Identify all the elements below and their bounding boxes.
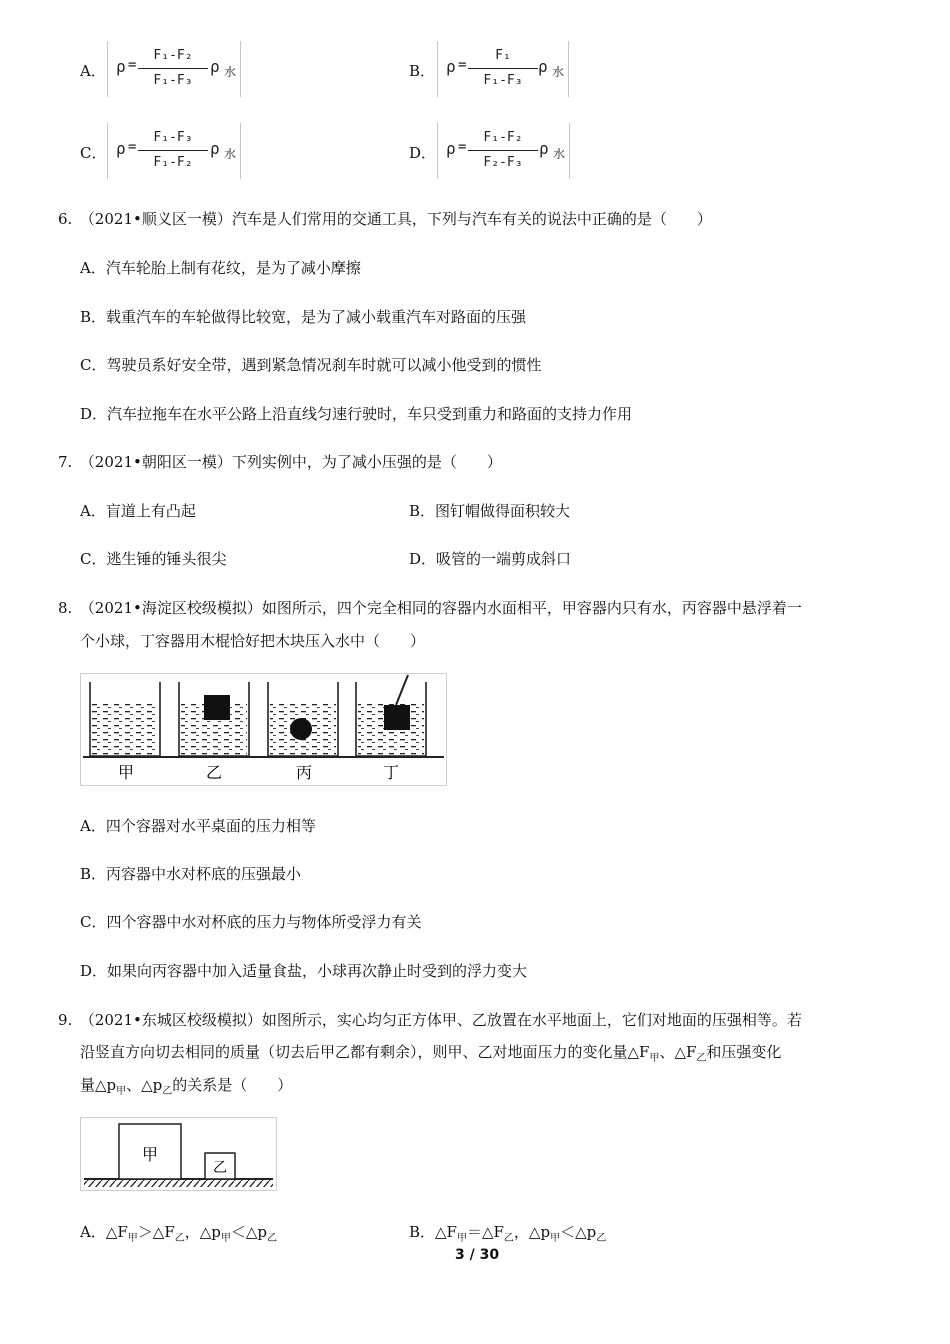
label-ding: 丁	[382, 763, 400, 782]
q8-option-a: A．四个容器对水平桌面的压力相等	[80, 817, 316, 835]
q6-option-b: B．载重汽车的车轮做得比较宽，是为了减小载重汽车对路面的压强	[80, 308, 527, 326]
container-bing	[268, 682, 338, 756]
q5-option-d-formula: ρ = F₁-F₂ F₂-F₃ ρ 水	[437, 123, 570, 179]
q5-option-a-formula: ρ = F₁-F₂ F₁-F₃ ρ 水	[107, 41, 241, 97]
q9-stem-line3: 量$\triangle p_甲$、$\triangle p_乙$的关系是（ ）	[80, 1076, 293, 1097]
q8-option-d: D．如果向丙容器中加入适量食盐，小球再次静止时受到的浮力变大	[80, 962, 528, 980]
q5-option-c-label: C．	[80, 144, 107, 162]
q5-option-c-formula: ρ = F₁-F₃ F₁-F₂ ρ 水	[107, 123, 241, 179]
q5-option-a-label: A．	[80, 62, 106, 80]
q6-option-a: A．汽车轮胎上制有花纹，是为了减小摩擦	[80, 259, 361, 277]
q8-stem-line2: 个小球，丁容器用木棍恰好把木块压入水中（ ）	[80, 632, 426, 650]
container-ding	[356, 675, 426, 756]
container-jia	[90, 682, 160, 756]
q7-stem: 7. （2021•朝阳区一模）下列实例中，为了减小压强的是（ ）	[58, 453, 502, 471]
q8-containers-figure	[80, 673, 447, 786]
container-yi	[179, 682, 249, 756]
q8-stem-line1: 8. （2021•海淀区校级模拟）如图所示，四个完全相同的容器内水面相平，甲容器内只有水，丙容器中悬浮着一	[58, 599, 802, 617]
label-jia: 甲	[117, 763, 135, 782]
q5-option-b-label: B．	[409, 62, 436, 80]
q7-option-b: B．图钉帽做得面积较大	[409, 502, 571, 520]
q7-option-a: A．盲道上有凸起	[80, 502, 196, 520]
q6-option-d: D．汽车拉拖车在水平公路上沿直线匀速行驶时，车只受到重力和路面的支持力作用	[80, 405, 633, 423]
q9-option-a: A．$\triangle F_甲>\triangle F_乙$，$\triangle p_甲<\triangle p_乙$	[80, 1223, 278, 1244]
q9-stem-line2: 沿竖直方向切去相同的质量（切去后甲乙都有剩余），则甲、乙对地面压力的变化量$\triangle F_甲$、$\triangle F_乙$和压强变化	[80, 1043, 782, 1064]
q6-stem: 6. （2021•顺义区一模）汽车是人们常用的交通工具，下列与汽车有关的说法中正确的是（ ）	[58, 210, 712, 228]
cube-yi-label: 乙	[213, 1160, 227, 1176]
q7-option-d: D．吸管的一端剪成斜口	[409, 550, 572, 568]
label-bing: 丙	[295, 763, 313, 782]
q8-option-c: C．四个容器中水对杯底的压力与物体所受浮力有关	[80, 913, 422, 931]
q9-cubes-figure	[80, 1117, 277, 1191]
q9-option-b: B．$\triangle F_甲=\triangle F_乙$，$\triangle p_甲<\triangle p_乙$	[409, 1223, 607, 1244]
cube-jia-label: 甲	[141, 1145, 159, 1164]
q5-option-b-formula: ρ = F₁ F₁-F₃ ρ 水	[437, 41, 569, 97]
q7-option-c: C．逃生锤的锤头很尖	[80, 550, 227, 568]
label-yi: 乙	[205, 763, 223, 782]
q9-stem-line1: 9. （2021•东城区校级模拟）如图所示，实心均匀正方体甲、乙放置在水平地面上，它们对地面的压强相等。若	[58, 1011, 802, 1029]
page-number: 3 / 30	[455, 1247, 500, 1263]
q5-option-d-label: D．	[409, 144, 437, 162]
q6-option-c: C．驾驶员系好安全带，遇到紧急情况刹车时就可以减小他受到的惯性	[80, 356, 542, 374]
q8-option-b: B．丙容器中水对杯底的压强最小	[80, 865, 302, 883]
